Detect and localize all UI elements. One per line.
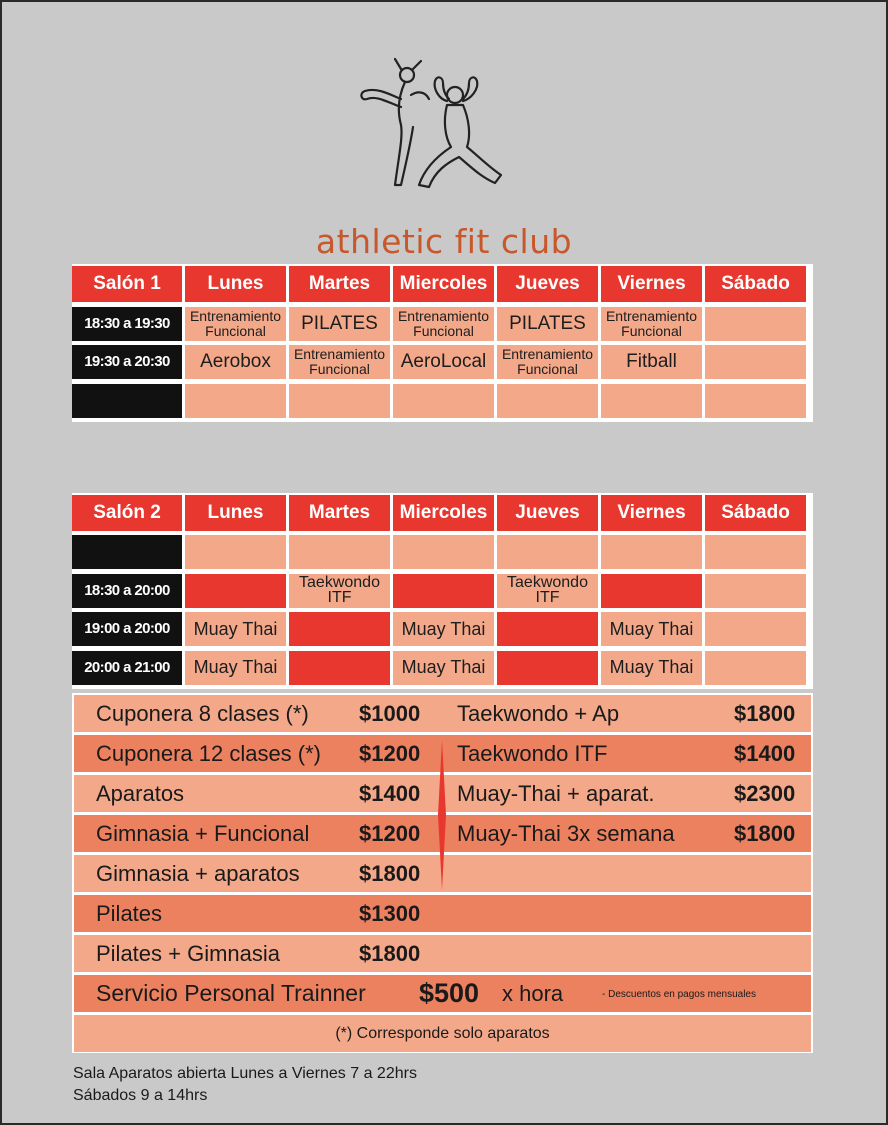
class-cell: Muay Thai xyxy=(393,612,497,646)
club-logo xyxy=(300,50,600,261)
time-slot: 19:00 a 20:00 xyxy=(72,612,185,646)
time-slot: 18:30 a 19:30 xyxy=(72,307,185,341)
class-cell xyxy=(601,574,705,608)
class-cell xyxy=(497,651,601,685)
salon-1-header: Salón 1 xyxy=(72,266,185,302)
time-slot xyxy=(72,384,185,418)
class-cell xyxy=(497,612,601,646)
note-row xyxy=(74,1015,811,1052)
plan-price: $1000 xyxy=(359,701,421,726)
plan-price: $1400 xyxy=(734,741,796,766)
day-header: Viernes xyxy=(601,495,705,531)
class-cell: Entrenamiento Funcional xyxy=(185,307,289,341)
day-header: Lunes xyxy=(185,495,289,531)
class-cell xyxy=(705,345,809,379)
price-row xyxy=(74,695,811,732)
plan-label: Pilates xyxy=(96,901,163,926)
day-header: Sábado xyxy=(705,266,809,302)
plan-label: Taekwondo + Ap xyxy=(457,701,620,726)
class-cell xyxy=(705,574,809,608)
divider-ornament xyxy=(438,740,446,890)
class-cell: Muay Thai xyxy=(601,651,705,685)
day-header: Sábado xyxy=(705,495,809,531)
trainer-row xyxy=(74,975,811,1012)
trainer-price: $500 xyxy=(419,978,480,1008)
class-cell xyxy=(185,574,289,608)
athletes-logo-icon xyxy=(355,55,545,225)
plan-price: $1200 xyxy=(359,741,421,766)
class-cell: Muay Thai xyxy=(393,651,497,685)
time-slot xyxy=(72,535,185,569)
plan-label: Cuponera 12 clases (*) xyxy=(96,741,322,766)
club-name: athletic fit club xyxy=(315,222,573,261)
plan-price: $1800 xyxy=(734,821,796,846)
day-header: Miercoles xyxy=(393,495,497,531)
class-cell: AeroLocal xyxy=(393,345,497,379)
class-cell: Taekwondo ITF xyxy=(497,574,601,608)
plan-label: Muay-Thai 3x semana xyxy=(457,821,675,846)
class-cell: Taekwondo ITF xyxy=(289,574,393,608)
class-cell xyxy=(289,384,393,418)
class-cell xyxy=(601,384,705,418)
plan-price: $1300 xyxy=(359,901,421,926)
class-cell xyxy=(705,651,809,685)
class-cell: Muay Thai xyxy=(601,612,705,646)
class-cell: PILATES xyxy=(497,307,601,341)
salon-2-header: Salón 2 xyxy=(72,495,185,531)
class-cell xyxy=(705,384,809,418)
class-cell xyxy=(289,651,393,685)
class-cell xyxy=(497,535,601,569)
trainer-label: Servicio Personal Trainner xyxy=(96,980,366,1006)
class-cell xyxy=(705,307,809,341)
day-header: Martes xyxy=(289,266,393,302)
class-cell xyxy=(289,535,393,569)
plan-price: $1400 xyxy=(359,781,421,806)
plan-label: Taekwondo ITF xyxy=(457,741,608,766)
plan-price: $1800 xyxy=(359,941,421,966)
opening-hours-saturday: Sábados 9 a 14hrs xyxy=(73,1087,208,1104)
plan-label: Muay-Thai + aparat. xyxy=(457,781,655,806)
footnote: (*) Corresponde solo aparatos xyxy=(335,1025,550,1042)
price-row xyxy=(74,935,811,972)
salon-1-schedule xyxy=(72,264,813,422)
class-cell xyxy=(289,612,393,646)
plan-label: Aparatos xyxy=(96,781,185,806)
class-cell xyxy=(393,574,497,608)
day-header: Martes xyxy=(289,495,393,531)
class-cell xyxy=(393,384,497,418)
class-cell: Entrenamiento Funcional xyxy=(393,307,497,341)
plan-label: Gimnasia + Funcional xyxy=(96,821,310,846)
class-cell xyxy=(185,384,289,418)
opening-hours xyxy=(73,1063,417,1107)
plan-label: Cuponera 8 clases (*) xyxy=(96,701,309,726)
opening-hours-weekdays: Sala Aparatos abierta Lunes a Viernes 7 a 22hrs xyxy=(73,1065,417,1082)
day-header: Jueves xyxy=(497,266,601,302)
plan-price: $1200 xyxy=(359,821,421,846)
class-cell: Entrenamiento Funcional xyxy=(289,345,393,379)
class-cell: PILATES xyxy=(289,307,393,341)
class-cell: Fitball xyxy=(601,345,705,379)
class-cell: Aerobox xyxy=(185,345,289,379)
plan-label: Gimnasia + aparatos xyxy=(96,861,300,886)
discount-note: - Descuentos en pagos mensuales xyxy=(602,989,756,1000)
class-cell: Entrenamiento Funcional xyxy=(497,345,601,379)
day-header: Viernes xyxy=(601,266,705,302)
class-cell: Muay Thai xyxy=(185,651,289,685)
class-cell xyxy=(185,535,289,569)
day-header: Jueves xyxy=(497,495,601,531)
class-cell xyxy=(393,535,497,569)
day-header: Lunes xyxy=(185,266,289,302)
class-cell xyxy=(705,612,809,646)
trainer-unit: x hora xyxy=(502,981,564,1006)
plan-price: $2300 xyxy=(734,781,796,806)
time-slot: 18:30 a 20:00 xyxy=(72,574,185,608)
class-cell xyxy=(497,384,601,418)
class-cell xyxy=(705,535,809,569)
salon-2-schedule xyxy=(72,493,813,689)
class-cell: Muay Thai xyxy=(185,612,289,646)
class-cell xyxy=(601,535,705,569)
day-header: Miercoles xyxy=(393,266,497,302)
time-slot: 20:00 a 21:00 xyxy=(72,651,185,685)
plan-label: Pilates + Gimnasia xyxy=(96,941,281,966)
class-cell: Entrenamiento Funcional xyxy=(601,307,705,341)
plan-price: $1800 xyxy=(359,861,421,886)
plan-price: $1800 xyxy=(734,701,796,726)
price-row xyxy=(74,895,811,932)
time-slot: 19:30 a 20:30 xyxy=(72,345,185,379)
